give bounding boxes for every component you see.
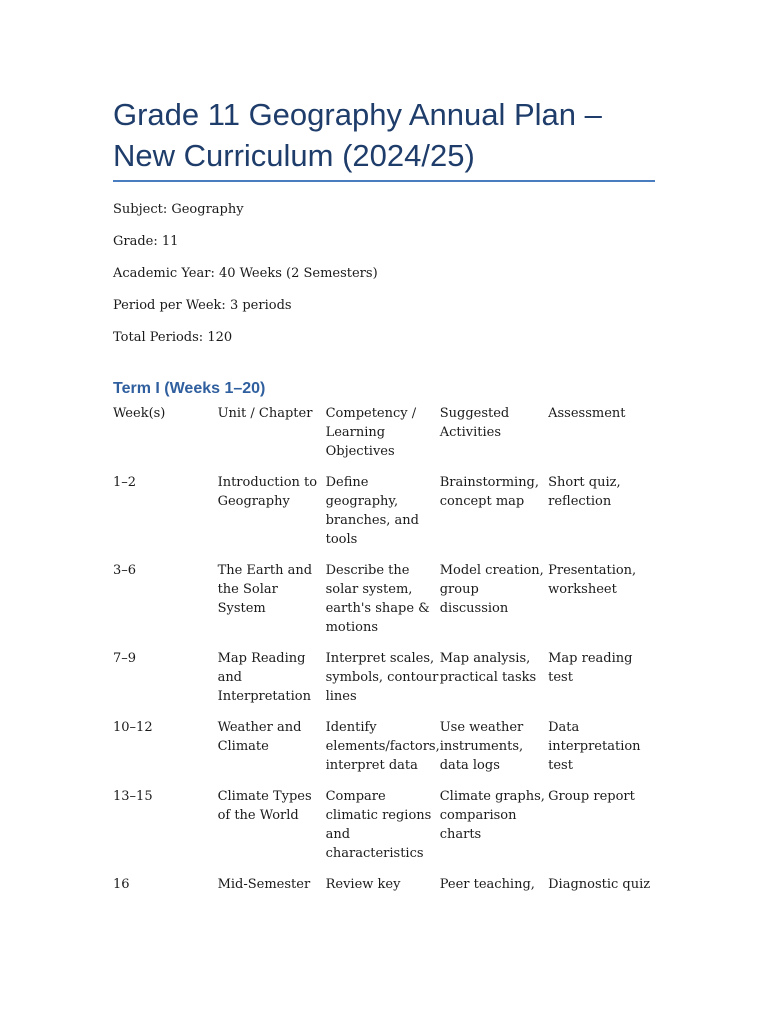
cell-activities: Brainstorming, concept map	[439, 475, 540, 509]
cell-weeks: 7–9	[113, 651, 137, 666]
cell-activities: Climate graphs, comparison charts	[439, 789, 545, 842]
table-row	[113, 649, 658, 718]
term-1-plan-table	[113, 404, 658, 906]
table-header-row	[113, 404, 658, 473]
page-title: Grade 11 Geography Annual Plan – New Curriculum (2024/25)	[113, 97, 602, 173]
cell-competency: Interpret scales, symbols, contour lines	[325, 651, 439, 704]
cell-unit: The Earth and the Solar System	[217, 563, 313, 616]
column-header-weeks: Week(s)	[113, 406, 166, 421]
cell-unit: Weather and Climate	[217, 720, 302, 754]
cell-competency: Compare climatic regions and characteristics	[325, 789, 432, 861]
cell-assessment: Diagnostic quiz	[548, 877, 651, 892]
cell-weeks: 10–12	[113, 720, 153, 735]
academic-year-line: Academic Year: 40 Weeks (2 Semesters)	[113, 266, 378, 281]
column-header-assessment: Assessment	[548, 406, 626, 421]
total-periods-line: Total Periods: 120	[113, 330, 233, 345]
cell-activities: Map analysis, practical tasks	[439, 651, 537, 685]
cell-unit: Introduction to Geography	[217, 475, 318, 509]
table-row	[113, 875, 658, 906]
term-1-heading: Term I (Weeks 1–20)	[113, 380, 266, 397]
periods-per-week-line: Period per Week: 3 periods	[113, 298, 292, 313]
column-header-unit: Unit / Chapter	[217, 406, 313, 421]
table-row	[113, 718, 658, 787]
cell-weeks: 1–2	[113, 475, 137, 490]
grade-line: Grade: 11	[113, 234, 179, 249]
table-row	[113, 473, 658, 561]
cell-competency: Identify elements/factors, interpret data	[325, 720, 440, 773]
cell-assessment: Data interpretation test	[548, 720, 641, 773]
cell-activities: Peer teaching,	[439, 877, 535, 892]
cell-activities: Model creation, group discussion	[439, 563, 544, 616]
cell-competency: Define geography, branches, and tools	[325, 475, 419, 547]
cell-unit: Climate Types of the World	[217, 789, 312, 823]
table-row	[113, 561, 658, 649]
column-header-competency: Competency / Learning Objectives	[325, 406, 417, 459]
cell-competency: Review key	[325, 877, 401, 892]
subject-line: Subject: Geography	[113, 202, 244, 217]
cell-assessment: Map reading test	[548, 651, 633, 685]
cell-assessment: Group report	[548, 789, 635, 804]
title-underline	[113, 180, 655, 182]
cell-weeks: 3–6	[113, 563, 137, 578]
cell-assessment: Presentation, worksheet	[548, 563, 637, 597]
cell-activities: Use weather instruments, data logs	[439, 720, 524, 773]
column-header-activities: Suggested Activities	[439, 406, 510, 440]
cell-unit: Mid-Semester	[217, 877, 311, 892]
cell-assessment: Short quiz, reflection	[548, 475, 621, 509]
cell-weeks: 13–15	[113, 789, 153, 804]
table-row	[113, 787, 658, 875]
cell-weeks: 16	[113, 877, 130, 892]
cell-unit: Map Reading and Interpretation	[217, 651, 311, 704]
cell-competency: Describe the solar system, earth's shape & motions	[325, 563, 430, 635]
